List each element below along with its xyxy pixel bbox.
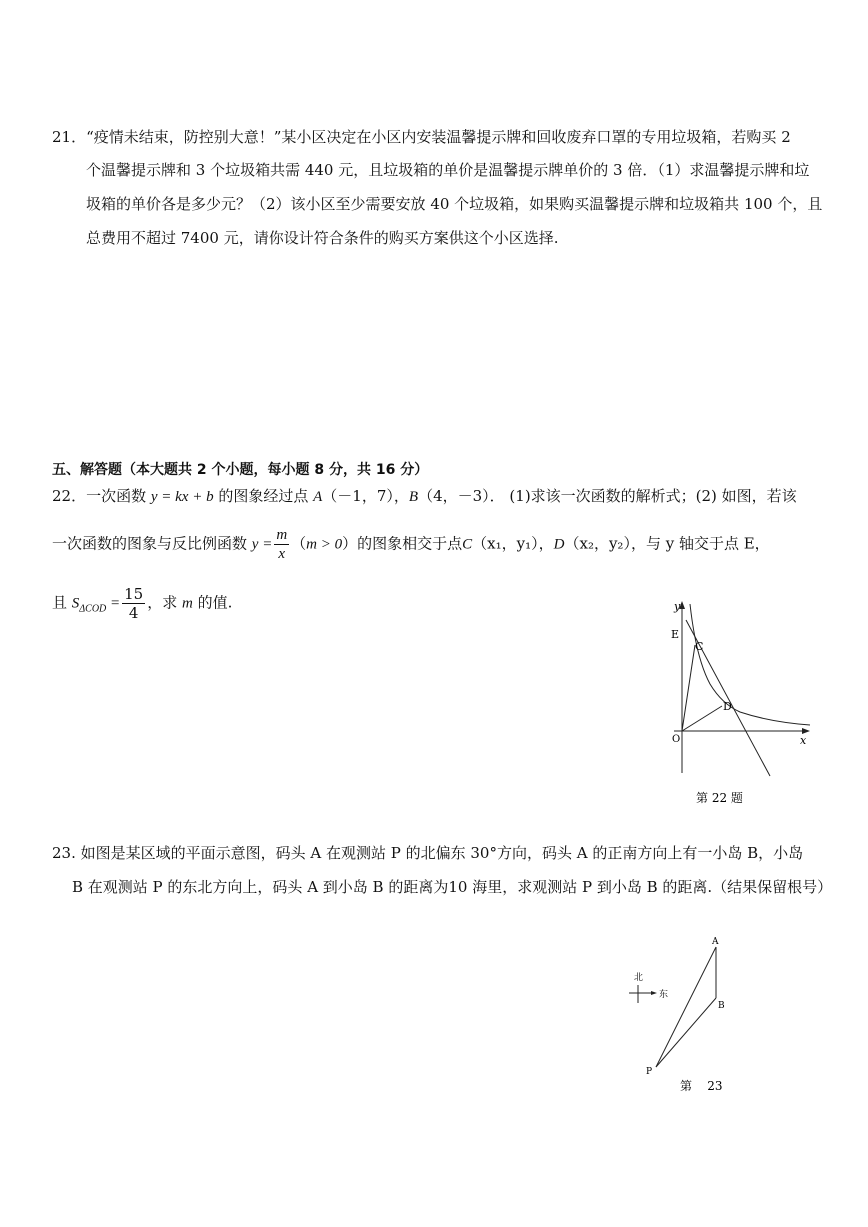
segment-pb bbox=[656, 998, 716, 1067]
q22-text: 且 bbox=[52, 593, 72, 612]
segment-pa bbox=[656, 947, 716, 1067]
q21-line-1: 21．“疫情未结束，防控别大意！”某小区决定在小区内安装温馨提示牌和回收废弃口罩的专用垃圾箱，若购买 2 bbox=[52, 128, 791, 146]
q23-figure bbox=[620, 930, 760, 1100]
figure-caption: 第 23 bbox=[680, 1079, 723, 1093]
inverse-function-curve bbox=[690, 604, 810, 725]
q22-line-2 bbox=[52, 526, 770, 563]
q22-point-d: D bbox=[553, 536, 565, 553]
label-a: A bbox=[712, 937, 719, 947]
q22-equals: = bbox=[106, 595, 121, 612]
q22-area-subscript: ΔCOD bbox=[79, 603, 107, 615]
label-o: O bbox=[672, 734, 681, 745]
q22-text: ，求 bbox=[147, 593, 183, 612]
compass-east-arrow bbox=[651, 991, 657, 995]
label-y: y bbox=[674, 600, 681, 613]
q23-line-1: 23. 如图是某区域的平面示意图，码头 A 在观测站 P 的北偏东 30°方向，码头 A 的正南方向上有一小岛 B，小岛 bbox=[52, 844, 804, 862]
q22-point-c: C bbox=[462, 536, 473, 553]
q22-linear-equation: y = kx + b bbox=[150, 489, 214, 505]
q22-point-b: B bbox=[408, 489, 419, 505]
q22-line-1 bbox=[52, 485, 797, 508]
label-p: P bbox=[646, 1067, 653, 1077]
segment-oc bbox=[682, 645, 695, 731]
fraction-denominator: x bbox=[278, 546, 286, 562]
q22-text: 22．一次函数 bbox=[52, 487, 151, 505]
q22-point-a: A bbox=[313, 489, 323, 505]
q22-text: 的值. bbox=[192, 593, 233, 612]
q22-text: （x₂，y₂），与 y 轴交于点 E， bbox=[564, 534, 770, 553]
q22-text: （x₁，y₁）， bbox=[472, 534, 554, 553]
fraction-numerator: m bbox=[276, 527, 288, 543]
fraction-denominator: 4 bbox=[128, 604, 139, 622]
q22-figure bbox=[660, 598, 820, 810]
label-e: E bbox=[671, 628, 680, 641]
q22-text: ）的图象相交于点 bbox=[342, 534, 463, 553]
q21-line-2: 个温馨提示牌和 3 个垃圾箱共需 440 元，且垃圾箱的单价是温馨提示牌单价的 3 倍．（1）求温馨提示牌和垃 bbox=[86, 161, 810, 179]
label-c: C bbox=[695, 640, 704, 653]
q22-text: （4，－3）． (1)求该一次函数的解析式；(2) 如图，若该 bbox=[418, 487, 797, 505]
q21-line-3: 圾箱的单价各是多少元？（2）该小区至少需要安放 40 个垃圾箱，如果购买温馨提示牌和垃圾箱共 100 个，且 bbox=[86, 195, 823, 213]
section-heading: 五、解答题（本大题共 2 个小题，每小题 8 分，共 16 分） bbox=[52, 462, 429, 478]
q22-text: （ bbox=[291, 534, 307, 553]
q22-fraction-m-over-x bbox=[274, 526, 289, 563]
q22-inverse-lhs: y = bbox=[251, 536, 273, 553]
label-north: 北 bbox=[634, 973, 644, 983]
q21-line-4: 总费用不超过 7400 元，请你设计符合条件的购买方案供这个小区选择. bbox=[86, 229, 559, 247]
label-d: D bbox=[723, 700, 732, 713]
q22-text: 一次函数的图象与反比例函数 bbox=[52, 534, 252, 553]
figure-caption: 第 22 题 bbox=[696, 791, 743, 805]
fraction-numerator: 15 bbox=[124, 585, 144, 603]
q22-text: 的图象经过点 bbox=[213, 487, 314, 505]
q22-fraction-15-over-4 bbox=[122, 585, 145, 622]
q22-text: （－1，7）， bbox=[322, 487, 409, 505]
q22-line-3 bbox=[52, 585, 232, 622]
label-east: 东 bbox=[659, 990, 669, 1000]
q22-condition: m > 0 bbox=[306, 536, 343, 553]
q23-line-2: B 在观测站 P 的东北方向上，码头 A 到小岛 B 的距离为10 海里，求观测站 P 到小岛 B 的距离.（结果保留根号） bbox=[72, 878, 833, 896]
q22-area-symbol: S bbox=[71, 595, 80, 612]
segment-od bbox=[682, 706, 722, 731]
q22-variable-m: m bbox=[182, 595, 193, 612]
label-b: B bbox=[718, 1001, 725, 1011]
label-x: x bbox=[800, 734, 807, 747]
